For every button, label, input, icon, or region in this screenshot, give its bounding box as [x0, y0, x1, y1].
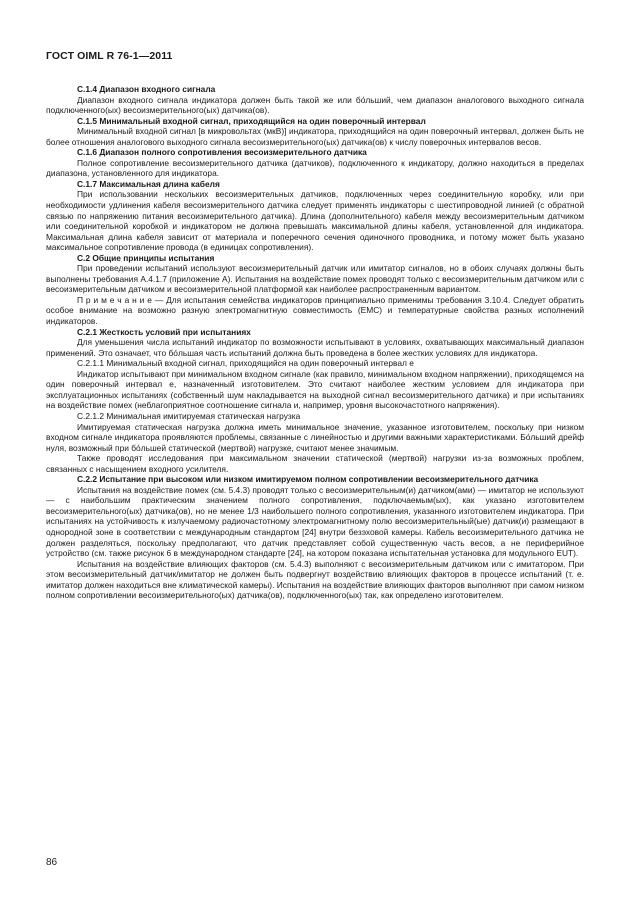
section-heading: С.2 Общие принципы испытания — [77, 252, 215, 263]
paragraph: Испытания на воздействие помех (см. 5.4.3) проводят только с весоизмерительным(и) датчиком(ами) — имитатор не используют — с наибольшим практическим значением полного сопротивления, подключаемым(ых), как указано изготовителем весоизмерительного(ых) датчика(ов), но не менее 1/3 наибольшего полного сопротивления, указанного изготовителем индикатора. При испытаниях на устойчивость к излучаемому радиочастотному электромагнитному полю весоизмерительный(ые) датчик(и) размещают в однородной зоне в соответствии с международным стандартом [24] внутри безэховой камеры. Кабель весоизмерительного датчика не должен разделяться, поскольку предполагают, что датчик представляет собой существенную часть весов, а не периферийное устройство (см. также рисунок 6 в международном стандарте [24], на котором показана испытательная установка для модульного EUT). — [46, 484, 584, 559]
paragraph: Индикатор испытывают при минимальном входном сигнале (как правило, минимальном входном напряжении), приходящемся на один поверочный интервал е, назначенный изготовителем. Это считают наиболее жестким условием для индикатора при эксплуатационных испытаниях (собственный шум накладывается на выходной сигнал весоизмерительного датчика) и при испытаниях на воздействие помех (неблагоприятное соотношение сигнала и, например, уровня высокочастотного напряжения). — [46, 368, 584, 411]
section-heading: С.2.1 Жесткость условий при испытаниях — [77, 326, 251, 337]
paragraph: Для уменьшения числа испытаний индикатор по возможности испытывают в условиях, охватывающих максимальный диапазон применений. Это означает, что бо́льшая часть испытаний должна быть проведена в более жестких условиях для индикатора. — [46, 337, 584, 358]
paragraph: Также проводят исследования при максимальном значении статической (мертвой) нагрузки из-за возможных проблем, связанных с насыщением входного усилителя. — [46, 453, 584, 474]
paragraph: При проведении испытаний используют весоизмерительный датчик или имитатор сигналов, но в обоих случаях должны быть выполнены требования А.4.1.7 (приложение А). Испытания на воздействие помех проводят только с весоизмерительным датчиком или с весоизмерительным датчиком и весоизмерительной платформой как наиболее распространенным вариантом. — [46, 263, 584, 295]
section-heading: С.1.5 Минимальный входной сигнал, приходящийся на один поверочный интервал — [77, 115, 426, 126]
paragraph: При использовании нескольких весоизмерительных датчиков, подключенных через соединительную коробку, или при необходимости удлинения кабеля весоизмерительного датчика следует применять индикаторы с шестипроводной линией (с обратной связью по напряжению питания весоизмерительного датчика). Длина (дополнительного) кабеля между весоизмерительным датчиком или соединительной коробкой и индикатором не должна превышать максимальной длины кабеля, установленной для индикатора. Максимальная длина кабеля зависит от материала и поперечного сечения одиночного проводника, и потому может быть указано максимальное сопротивление провода (в единицах сопротивления). — [46, 189, 584, 253]
note-paragraph: П р и м е ч а н и е — Для испытания семейства индикаторов принципиально применимы требования 3.10.4. Следует обратить особое внимание на возможно разную электромагнитную совместимость (ЕМС) и температурные свойства разных исполнений индикаторов. — [46, 294, 584, 327]
section-heading: С.1.6 Диапазон полного сопротивления весоизмерительного датчика — [77, 147, 367, 158]
subsection-heading: С.2.1.1 Минимальный входной сигнал, приходящийся на один поверочный интервал е — [77, 358, 414, 369]
section-heading: С.1.4 Диапазон входного сигнала — [77, 84, 216, 94]
paragraph: Минимальный входной сигнал [в микровольтах (мкВ)] индикатора, приходящийся на один поверочный интервал, должен быть не более отношения аналогового выходного сигнала весоизмерительного(ых) датчика(ов) к числу поверочных интервалов весов. — [46, 126, 584, 147]
section-heading: С.1.7 Максимальная длина кабеля — [77, 178, 220, 189]
section-heading: С.2.2 Испытание при высоком или низком имитируемом полном сопротивлении весоизмерительного датчика — [77, 474, 539, 485]
subsection-heading: С.2.1.2 Минимальная имитируемая статическая нагрузка — [77, 410, 301, 421]
paragraph: Испытания на воздействие влияющих факторов (см. 5.4.3) выполняют с весоизмерительным датчиком или с имитатором. При этом весоизмерительный датчик/имитатор не должен быть подвергнут воздействию влияющих факторов в процессе испытаний (т. е. имитатор должен находиться вне климатической камеры). Испытания на воздействие влияющих факторов выполняют при самом низком полном сопротивлении весоизмерительного(ых) датчика(ов), подключенного(ых) так, как определено изготовителем. — [46, 558, 584, 601]
document-body — [46, 84, 584, 601]
page-number: 86 — [46, 857, 58, 868]
paragraph: Диапазон входного сигнала индикатора должен быть такой же или бо́льший, чем диапазон аналогового выходного сигнала подключенного(ых) весоизмерительного(ых) датчика(ов). — [46, 94, 584, 116]
paragraph: Полное сопротивление весоизмерительного датчика (датчиков), подключенного к индикатору, должно находиться в пределах диапазона, установленного для индикатора. — [46, 157, 584, 179]
document-header: ГОСТ OIML R 76-1—2011 — [46, 50, 173, 62]
paragraph: Имитируемая статическая нагрузка должна иметь минимальное значение, указанное изготовителем, поскольку при низком входном сигнале индикатора проявляются проблемы, связанные с линейностью и другими важными характеристиками. Бо́льший дрейф нуля, возможный при бо́льшей статической (мертвой) нагрузке, считают менее значимым. — [46, 421, 584, 453]
